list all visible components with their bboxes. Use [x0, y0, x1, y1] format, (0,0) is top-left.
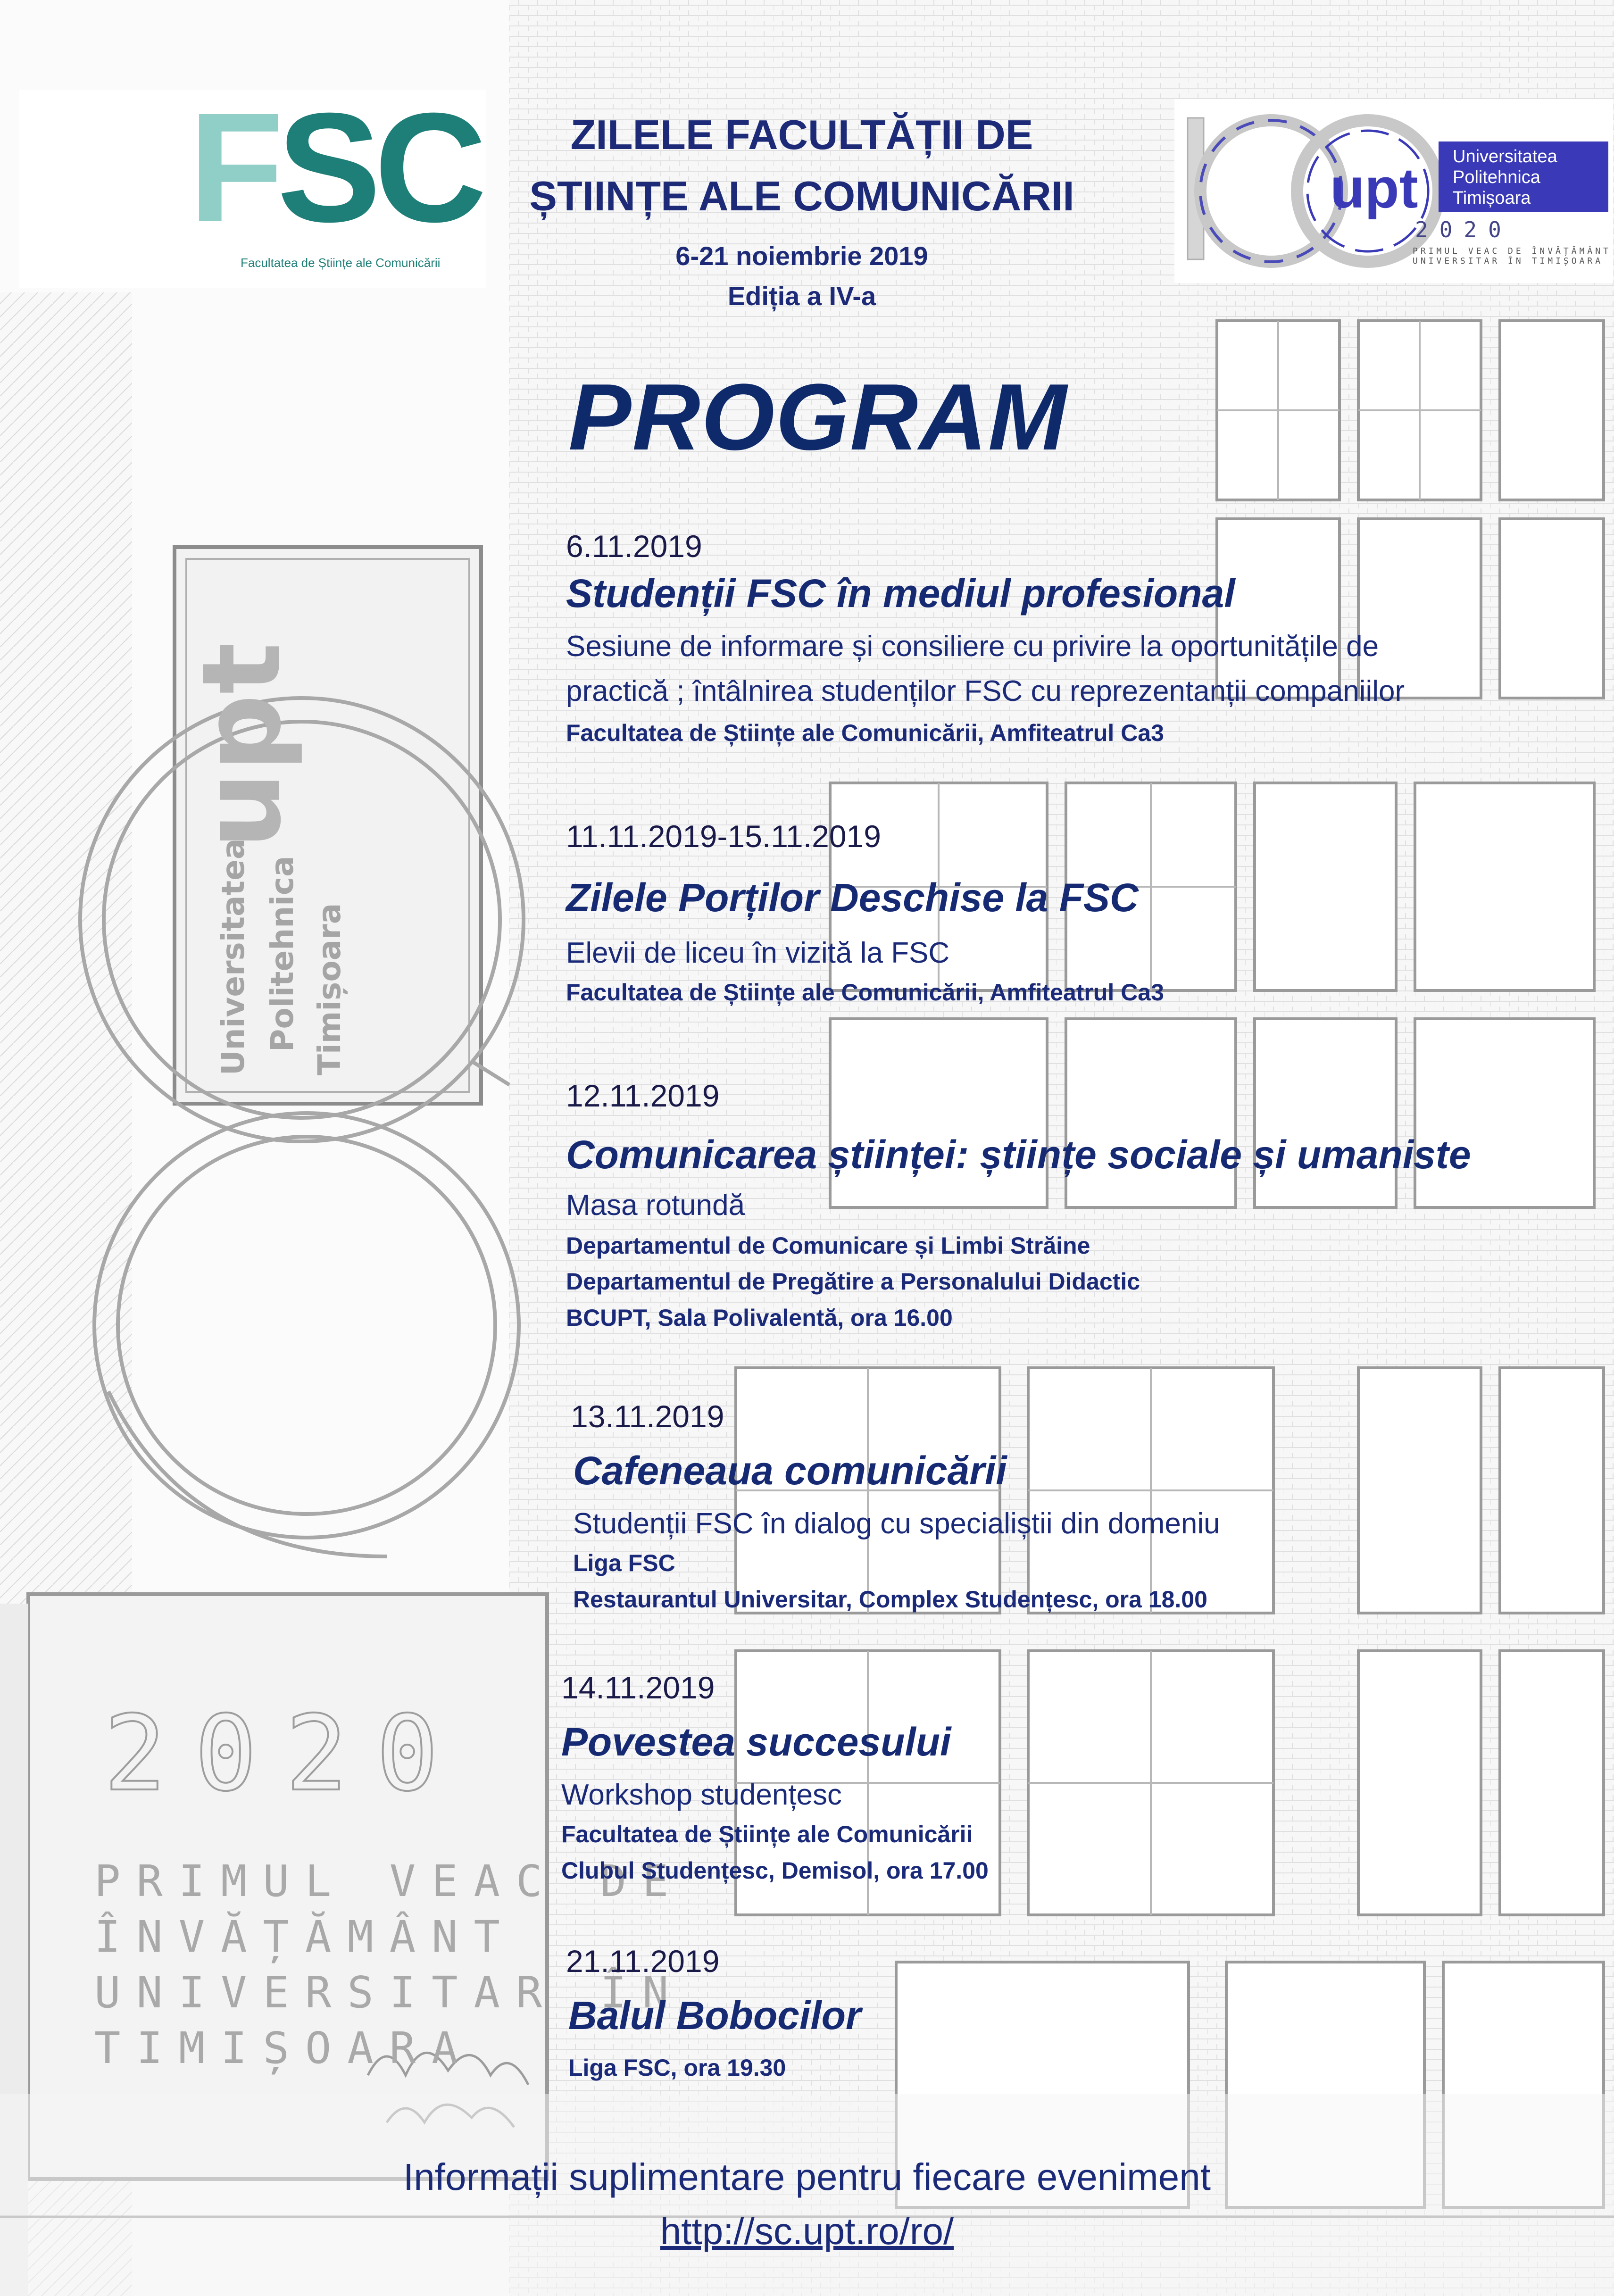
event-location-line-2: Clubul Studențesc, Demisol, ora 17.00 — [561, 1857, 989, 1884]
event-location-line-2: Departamentul de Pregătire a Personalului Didactic — [566, 1268, 1140, 1295]
event-date: 12.11.2019 — [566, 1078, 720, 1113]
footer-website-link — [0, 2210, 1614, 2253]
event-location-line-1: Liga FSC, ora 19.30 — [568, 2055, 786, 2081]
slogan-line-2: ÎNVĂȚĂMÂNT — [94, 1912, 516, 1962]
event-date: 11.11.2019-15.11.2019 — [566, 819, 881, 854]
slogan-line-1: PRIMUL VEAC DE — [94, 1856, 685, 1906]
upt-name-line-1: Universitatea — [1453, 147, 1557, 166]
fsc-logo-caption: Facultatea de Științe ale Comunicării — [241, 256, 441, 270]
vertical-sign-text-3 — [311, 651, 348, 1075]
event-title-line-2: ȘTIINȚE ALE COMUNICĂRII — [529, 173, 1074, 219]
event-location-line-1: Departamentul de Comunicare și Limbi Străine — [566, 1232, 1090, 1259]
event-date: 13.11.2019 — [571, 1399, 724, 1434]
footer-info-text: Informații suplimentare pentru fiecare eveniment — [403, 2156, 1211, 2198]
slogan-line-3: UNIVERSITAR ÎN — [94, 1967, 685, 2018]
upt-name-line-3: Timișoara — [1453, 188, 1531, 208]
event-location-line-1: Liga FSC — [573, 1550, 675, 1576]
program-heading: PROGRAM — [568, 365, 1068, 470]
event-description-line-1: Studenții FSC în dialog cu specialiștii din domeniu — [573, 1507, 1220, 1540]
event-title: Studenții FSC în mediul profesional — [566, 571, 1235, 616]
event-date: 14.11.2019 — [561, 1670, 715, 1705]
website-link[interactable]: http://sc.upt.ro/ro/ — [660, 2210, 954, 2252]
sign-line-2: Politehnica — [264, 856, 300, 1052]
event-description-line-1: Sesiune de informare și consiliere cu privire la oportunitățile de — [566, 630, 1379, 663]
upt-name-line-2: Politehnica — [1453, 167, 1540, 187]
event-date: 6.11.2019 — [566, 529, 702, 564]
event-title: Povestea succesului — [561, 1720, 951, 1764]
event-location: Facultatea de Științe ale Comunicării, Amfiteatrul Ca3 — [566, 979, 1164, 1006]
event-title-line-1: ZILELE FACULTĂȚII DE — [570, 111, 1033, 158]
upt-100-logo — [1174, 99, 1613, 283]
event-title: Comunicarea științei: științe sociale și umaniste — [566, 1132, 1471, 1177]
event-date: 21.11.2019 — [566, 1944, 720, 1979]
sign-upt-mark: upt — [179, 642, 305, 849]
event-dates: 6-21 noiembrie 2019 — [675, 241, 928, 271]
event-description-line-1: Elevii de liceu în vizită la FSC — [566, 937, 950, 969]
event-title: Balul Bobocilor — [568, 1993, 861, 2038]
upt-subtitle-line-2: UNIVERSITAR ÎN TIMIȘOARA — [1413, 256, 1604, 266]
event-location-line-3: BCUPT, Sala Polivalentă, ora 16.00 — [566, 1305, 953, 1331]
event-location-line-1: Facultatea de Științe ale Comunicării — [561, 1821, 973, 1847]
upt-mark: upt — [1330, 157, 1418, 220]
upt-subtitle-line-1: PRIMUL VEAC DE ÎNVĂȚĂMÂNT — [1413, 246, 1611, 256]
event-description-line-2: practică ; întâlnirea studenților FSC cu reprezentanții companiilor — [566, 675, 1405, 707]
fsc-logo — [19, 80, 486, 288]
event-title: Cafeneaua comunicării — [573, 1448, 1007, 1493]
upt-year: 2020 — [1415, 217, 1513, 242]
event-item-1 — [566, 528, 702, 564]
sign-line-3: Timișoara — [311, 903, 348, 1075]
event-edition: Ediția a IV-a — [727, 281, 876, 311]
event-description-line-1: Masa rotundă — [566, 1189, 745, 1222]
sign-line-1: Universitatea — [215, 838, 251, 1075]
fsc-logo-letters: FSC — [189, 80, 481, 254]
event-location-line-2: Restaurantul Universitar, Complex Studențesc, ora 18.00 — [573, 1586, 1207, 1613]
event-title: Zilele Porților Deschise la FSC — [566, 875, 1139, 920]
event-description-line-1: Workshop studențesc — [561, 1779, 842, 1811]
event-location: Facultatea de Științe ale Comunicării, Amfiteatrul Ca3 — [566, 720, 1164, 746]
plinth-year: 2020 — [104, 1693, 467, 1814]
slogan-line-4: TIMIȘOARA — [94, 2023, 474, 2073]
